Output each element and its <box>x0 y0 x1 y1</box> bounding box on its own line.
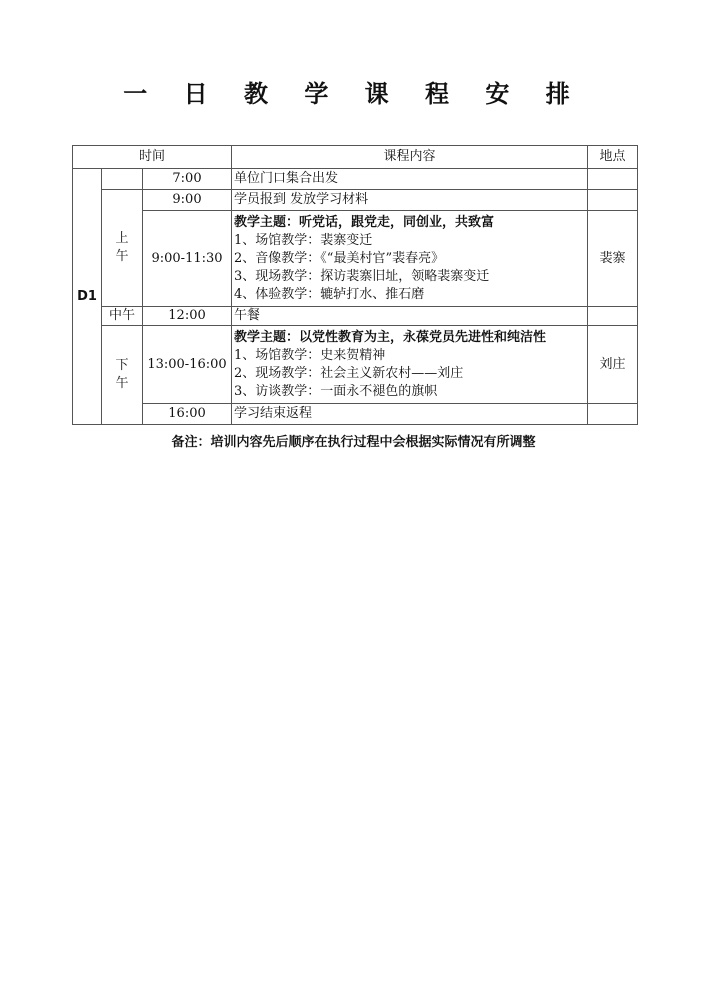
content-cell: 单位门口集合出发 <box>232 169 588 190</box>
period-afternoon-line2: 午 <box>115 376 129 391</box>
table-row <box>73 211 638 307</box>
header-content: 课程内容 <box>232 146 588 169</box>
place-cell-empty <box>588 190 638 211</box>
table-row <box>73 169 638 190</box>
place-cell: 刘庄 <box>588 326 638 404</box>
period-morning-line1: 上 <box>115 231 129 246</box>
time-cell: 13:00-16:00 <box>143 326 232 404</box>
session-item: 2、现场教学：社会主义新农村——刘庄 <box>234 365 464 381</box>
table-row <box>73 307 638 326</box>
header-place: 地点 <box>588 146 638 169</box>
content-cell: 学习结束返程 <box>232 404 588 425</box>
period-noon: 中午 <box>102 307 143 326</box>
session-item: 1、场馆教学：裴寨变迁 <box>234 232 373 248</box>
footnote: 备注：培训内容先后顺序在执行过程中会根据实际情况有所调整 <box>171 435 536 450</box>
header-time: 时间 <box>73 146 232 169</box>
table-row <box>73 404 638 425</box>
session-theme: 教学主题：听党话，跟党走，同创业，共致富 <box>234 214 495 230</box>
session-item: 3、现场教学：探访裴寨旧址，领略裴寨变迁 <box>234 268 490 284</box>
period-cell-empty <box>102 169 143 190</box>
time-cell: 16:00 <box>143 404 232 425</box>
schedule-table <box>72 145 638 425</box>
session-item: 2、音像教学：《“最美村官”裴春亮》 <box>234 250 445 266</box>
time-cell: 12:00 <box>143 307 232 326</box>
period-morning-line2: 午 <box>115 249 129 264</box>
content-cell: 学员报到 发放学习材料 <box>232 190 588 211</box>
place-cell-empty <box>588 404 638 425</box>
time-cell: 9:00-11:30 <box>143 211 232 307</box>
table-row <box>73 326 638 404</box>
period-morning <box>102 190 143 307</box>
period-afternoon <box>102 326 143 425</box>
page-title: 一 日 教 学 课 程 安 排 <box>123 80 584 108</box>
session-theme: 教学主题：以党性教育为主，永葆党员先进性和纯洁性 <box>234 329 547 345</box>
table-row <box>73 190 638 211</box>
day-label: D1 <box>73 169 102 425</box>
session-item: 4、体验教学：辘轳打水、推石磨 <box>234 286 425 302</box>
place-cell-empty <box>588 307 638 326</box>
session-item: 3、访谈教学：一面永不褪色的旗帜 <box>234 383 438 399</box>
content-cell: 午餐 <box>232 307 588 326</box>
content-cell <box>232 211 588 307</box>
place-cell: 裴寨 <box>588 211 638 307</box>
table-header-row <box>73 146 638 169</box>
place-cell-empty <box>588 169 638 190</box>
time-cell: 9:00 <box>143 190 232 211</box>
period-afternoon-line1: 下 <box>115 358 129 373</box>
content-cell <box>232 326 588 404</box>
session-item: 1、场馆教学：史来贺精神 <box>234 347 386 363</box>
time-cell: 7:00 <box>143 169 232 190</box>
